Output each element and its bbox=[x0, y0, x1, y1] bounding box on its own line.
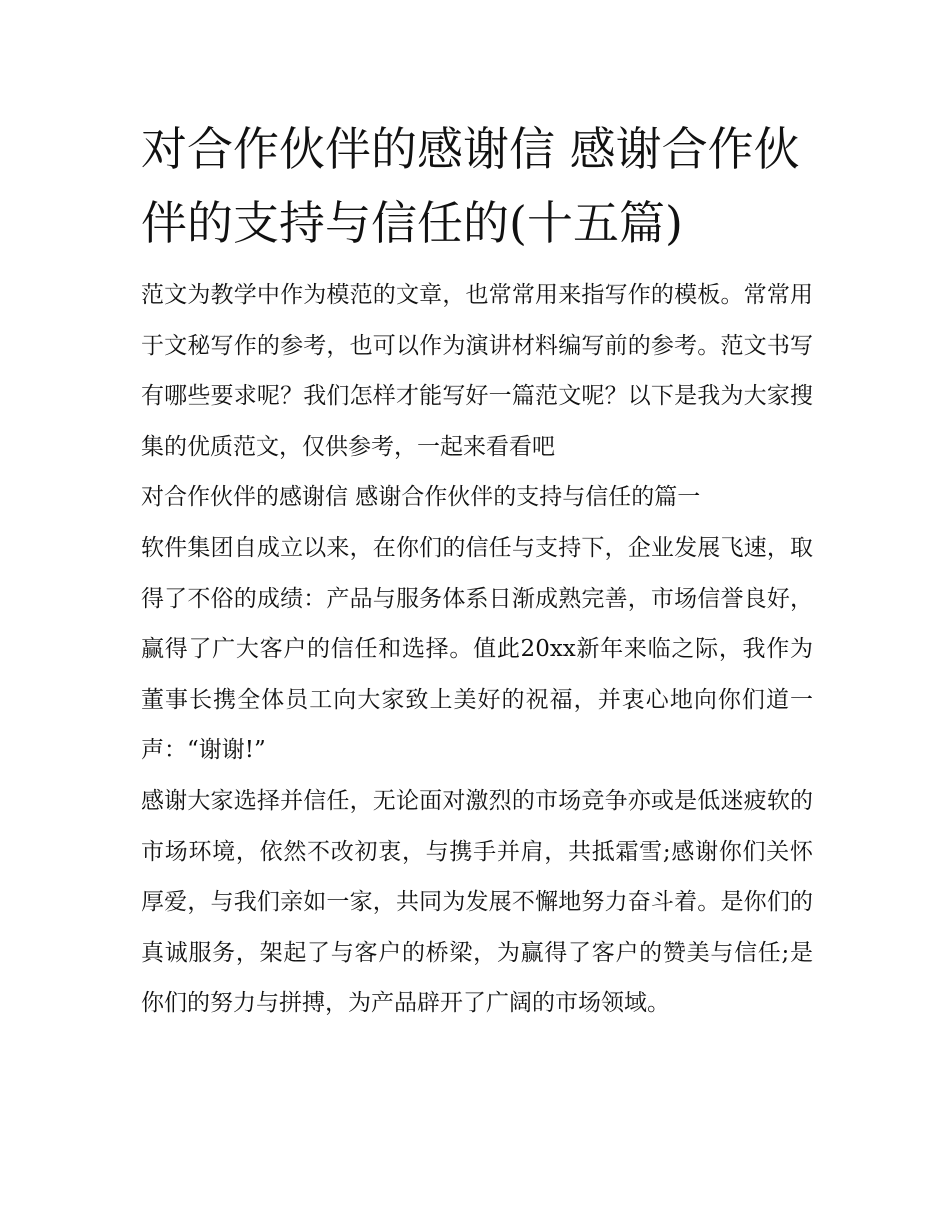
document-body bbox=[141, 112, 813, 1029]
intro-paragraph: 范文为教学中作为模范的文章，也常常用来指写作的模板。常常用于文秘写作的参考，也可以作为演讲材料编写前的参考。范文书写有哪些要求呢？我们怎样才能写好一篇范文呢？以下是我为大家搜集的优质范文，仅供参考，一起来看看吧 bbox=[141, 282, 813, 460]
body-paragraph-1: 软件集团自成立以来，在你们的信任与支持下，企业发展飞速，取得了不俗的成绩：产品与服务体系日渐成熟完善，市场信誉良好，赢得了广大客户的信任和选择。值此20xx新年来临之际，我作为董事长携全体员工向大家致上美好的祝福，并衷心地向你们道一声：“谢谢!” bbox=[141, 534, 813, 764]
section-heading: 对合作伙伴的感谢信 感谢合作伙伴的支持与信任的篇一 bbox=[141, 484, 701, 511]
body-paragraph-2: 感谢大家选择并信任，无论面对激烈的市场竞争亦或是低迷疲软的市场环境，依然不改初衷，与携手并肩，共抵霜雪;感谢你们关怀厚爱，与我们亲如一家，共同为发展不懈地努力奋斗着。是你们的真诚服务，架起了与客户的桥梁，为赢得了客户的赞美与信任;是你们的努力与拼搏，为产品辟开了广阔的市场领域。 bbox=[141, 787, 813, 1017]
document-title: 对合作伙伴的感谢信 感谢合作伙伴的支持与信任的(十五篇) bbox=[141, 122, 800, 250]
